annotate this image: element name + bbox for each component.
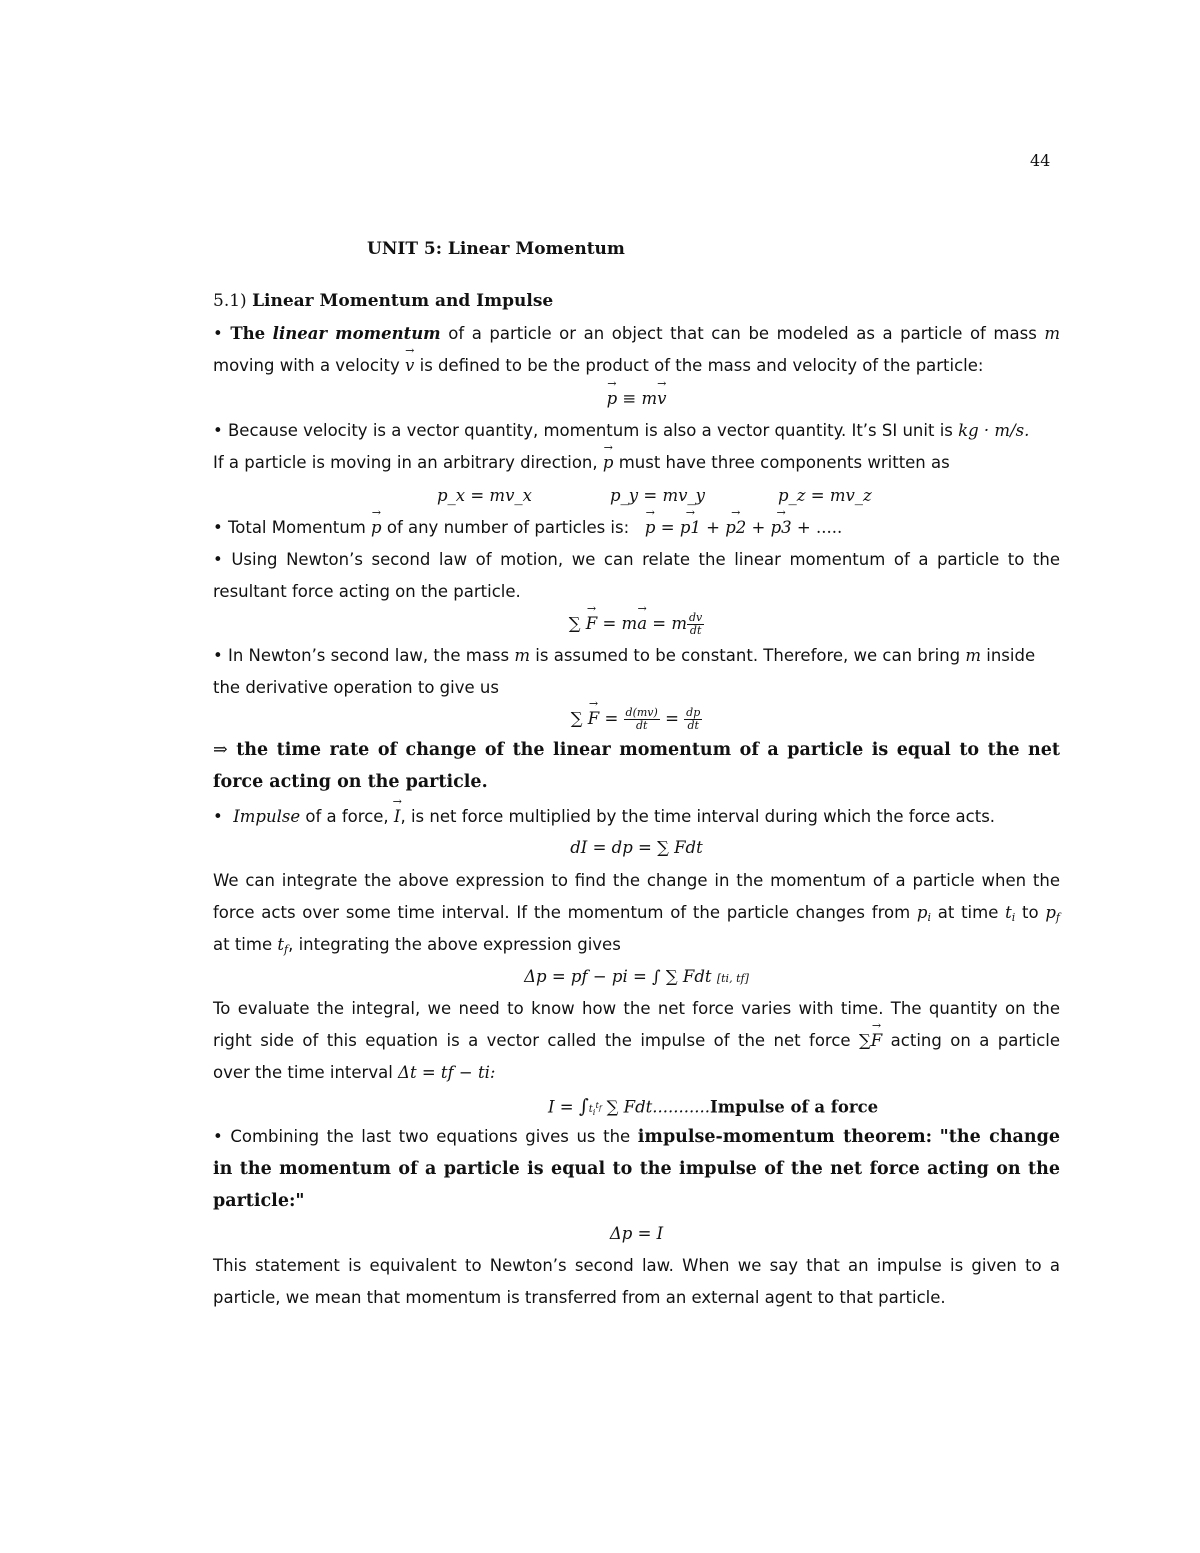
bullet: • bbox=[213, 1127, 223, 1146]
p2-line2 bbox=[213, 452, 950, 474]
p5-m2: m bbox=[965, 646, 981, 665]
p1-v: → v bbox=[405, 355, 414, 377]
bullet: • bbox=[213, 550, 223, 569]
eq7: Δp = I bbox=[609, 1224, 664, 1243]
p7-line2: force acts over some time interval. If the momentum of the particle changes from $p_i$ at time $t_i$ to $p_f$ bbox=[213, 903, 1060, 924]
component-z: p_z = mv_z bbox=[778, 486, 872, 505]
component-x: p_x = mv_x bbox=[437, 486, 532, 505]
p3-p: → p bbox=[371, 517, 382, 539]
p8-line1: To evaluate the integral, we need to know how the net force varies with time. The quantity on the bbox=[213, 999, 1060, 1018]
eq2-sum: ∑ bbox=[568, 614, 581, 633]
eq6: $I = \int t_i^{t_f}$ ∑ Fdt...........Impulse of a force bbox=[548, 1095, 879, 1118]
p10-line1: This statement is equivalent to Newton’s second law. When we say that an impulse is given to a bbox=[213, 1256, 1060, 1275]
p2-p: → p bbox=[603, 452, 614, 474]
eq3-frac1 bbox=[624, 707, 660, 732]
eq2-a: → a bbox=[637, 613, 647, 635]
p9-line1 bbox=[213, 1126, 1060, 1148]
p6-line bbox=[213, 806, 995, 828]
unit-title: UNIT 5: Linear Momentum bbox=[367, 239, 625, 259]
p9-b: "the change bbox=[939, 1127, 1060, 1147]
p8-line3a: over the time interval bbox=[213, 1063, 393, 1082]
eq3-num1: d(mv) bbox=[625, 706, 658, 719]
eq2-F: → F bbox=[586, 613, 597, 635]
bullet: • bbox=[213, 646, 223, 665]
conclusion-line2: force acting on the particle. bbox=[213, 772, 488, 792]
eq3-den1: dt bbox=[635, 719, 648, 732]
eq3-sum: ∑ bbox=[570, 709, 583, 728]
eq2-m: m bbox=[621, 614, 638, 633]
p7-line2b: at time bbox=[937, 903, 999, 922]
p7-line2a: force acts over some time interval. If the momentum of the particle changes from bbox=[213, 903, 911, 922]
p1-line1 bbox=[213, 323, 1060, 345]
p1-line2a: moving with a velocity bbox=[213, 356, 400, 375]
bullet: • bbox=[213, 807, 223, 826]
p10-line2: particle, we mean that momentum is transferred from an external agent to that particle. bbox=[213, 1288, 946, 1307]
conclusion-text1: the time rate of change of the linear momentum of a particle is equal to the net bbox=[236, 740, 1060, 760]
eq3-F: → F bbox=[588, 708, 599, 730]
p5-b: is assumed to be constant. Therefore, we can bring bbox=[535, 646, 961, 665]
p8-line2b: acting on a particle bbox=[890, 1031, 1061, 1050]
section-title: Linear Momentum and Impulse bbox=[252, 291, 554, 311]
eq5-limits: [ti, tf] bbox=[716, 972, 749, 985]
bullet: • bbox=[213, 518, 223, 537]
eq6-label: Impulse of a force bbox=[710, 1097, 879, 1117]
p1-m: m bbox=[1044, 324, 1061, 343]
p8-line3b: Δt = tf − ti: bbox=[398, 1063, 496, 1082]
p5-line2: the derivative operation to give us bbox=[213, 678, 499, 697]
p6-term: Impulse bbox=[233, 807, 301, 826]
eq3-den2: dt bbox=[687, 719, 699, 732]
p9-line2: in the momentum of a particle is equal to the impulse of the net force acting on the bbox=[213, 1159, 1060, 1179]
eq6-body: ∑ Fdt........... bbox=[606, 1097, 710, 1117]
p5-a: In Newton’s second law, the mass bbox=[227, 646, 510, 665]
p4-line1 bbox=[213, 549, 1060, 571]
eq5-lower: ti bbox=[721, 972, 730, 985]
p3-term-p2: → p2 bbox=[725, 517, 746, 539]
eq1-m: m bbox=[641, 389, 658, 408]
eq2: ∑ → F = m→ a = m $\frac{dv}{dt}$ bbox=[213, 612, 1060, 637]
bullet: • bbox=[213, 421, 223, 440]
p8-line3 bbox=[213, 1062, 495, 1084]
p4-line1-text: Using Newton’s second law of motion, we can relate the linear momentum of a particle to the bbox=[231, 550, 1060, 569]
p2-line2a: If a particle is moving in an arbitrary direction, bbox=[213, 453, 598, 472]
p5-line1 bbox=[213, 645, 1035, 667]
p8-line2a: right side of this equation is a vector called the impulse of the net force bbox=[213, 1031, 851, 1050]
p1-line2 bbox=[213, 355, 983, 377]
p7-line1: We can integrate the above expression to find the change in the momentum of a particle when the bbox=[213, 871, 1060, 890]
p3-term-p3: → p3 bbox=[771, 517, 792, 539]
eq1-p: → p bbox=[607, 388, 618, 410]
p2-unit: kg · m/s. bbox=[958, 421, 1030, 440]
page-number: 44 bbox=[1030, 151, 1051, 170]
p1-line2b: is defined to be the product of the mass and velocity of the particle: bbox=[419, 356, 984, 375]
eq2-num: dv bbox=[689, 611, 703, 624]
eq3-frac2 bbox=[684, 707, 702, 732]
p4-line2: resultant force acting on the particle. bbox=[213, 582, 521, 601]
p6-b: , is net force multiplied by the time interval during which the force acts. bbox=[400, 807, 996, 826]
conclusion-line1 bbox=[213, 739, 1060, 761]
p3-line: • Total Momentum → p of any number of particles is: → p = → p1 + → p2 + → p3 + ..... bbox=[213, 517, 842, 539]
p2-line1 bbox=[213, 420, 1029, 442]
p3-term-p1: → p1 bbox=[680, 517, 701, 539]
p5-m: m bbox=[514, 646, 531, 665]
p1-term: linear momentum bbox=[272, 324, 441, 343]
p7-line3b: , integrating the above expression gives bbox=[288, 935, 621, 954]
p9-a: Combining the last two equations gives us the bbox=[230, 1127, 631, 1146]
p2-text: Because velocity is a vector quantity, momentum is also a vector quantity. It’s SI unit is bbox=[227, 421, 953, 440]
p9-theorem: impulse-momentum theorem: bbox=[637, 1127, 933, 1147]
eq2-frac bbox=[687, 612, 704, 637]
p8-line2: right side of this equation is a vector called the impulse of the net force ∑→ F acting on a particle bbox=[213, 1030, 1060, 1052]
section-heading bbox=[213, 290, 553, 312]
conclusion-arrow: ⇒ bbox=[213, 740, 228, 760]
eq1 bbox=[213, 388, 1060, 410]
eq6-lhs: I = bbox=[548, 1097, 574, 1117]
p7-line3a: at time bbox=[213, 935, 273, 954]
p3-term-p: → p bbox=[645, 517, 656, 539]
eq5 bbox=[213, 966, 1060, 990]
p1-rest: of a particle or an object that can be modeled as a particle of mass bbox=[448, 324, 1037, 343]
section-number: 5.1) bbox=[213, 291, 247, 311]
p9-line3: particle:" bbox=[213, 1191, 305, 1211]
p3-b: of any number of particles is: bbox=[386, 518, 630, 537]
p2-line2b: must have three components written as bbox=[618, 453, 950, 472]
eq5-text: Δp = pf − pi = ∫ ∑ Fdt bbox=[524, 967, 712, 986]
eq2-m2: m bbox=[671, 614, 688, 633]
eq3: ∑ → F = $\frac{d(mv)}{dt}$ = $\frac{dp}{dt}$ bbox=[213, 707, 1060, 732]
eq4: dI = dp = ∑ Fdt bbox=[570, 838, 703, 857]
eq5-upper: tf bbox=[736, 972, 745, 985]
bullet: • bbox=[213, 324, 223, 343]
eq1-op: ≡ bbox=[622, 389, 637, 408]
p5-c: inside bbox=[986, 646, 1036, 665]
p7-line2c: to bbox=[1022, 903, 1039, 922]
p3-tail: + ..... bbox=[796, 518, 843, 537]
eq2-den: dt bbox=[689, 624, 702, 637]
p1-lead: The bbox=[230, 324, 266, 343]
eq1-v: → v bbox=[657, 388, 666, 410]
p6-a: of a force, bbox=[305, 807, 389, 826]
p3-a: Total Momentum bbox=[227, 518, 366, 537]
component-y: p_y = mv_y bbox=[610, 486, 705, 505]
eq3-num2: dp bbox=[686, 706, 701, 719]
p6-I: → I bbox=[394, 806, 401, 828]
p7-line3: at time $t_f$, integrating the above expression gives bbox=[213, 935, 621, 956]
